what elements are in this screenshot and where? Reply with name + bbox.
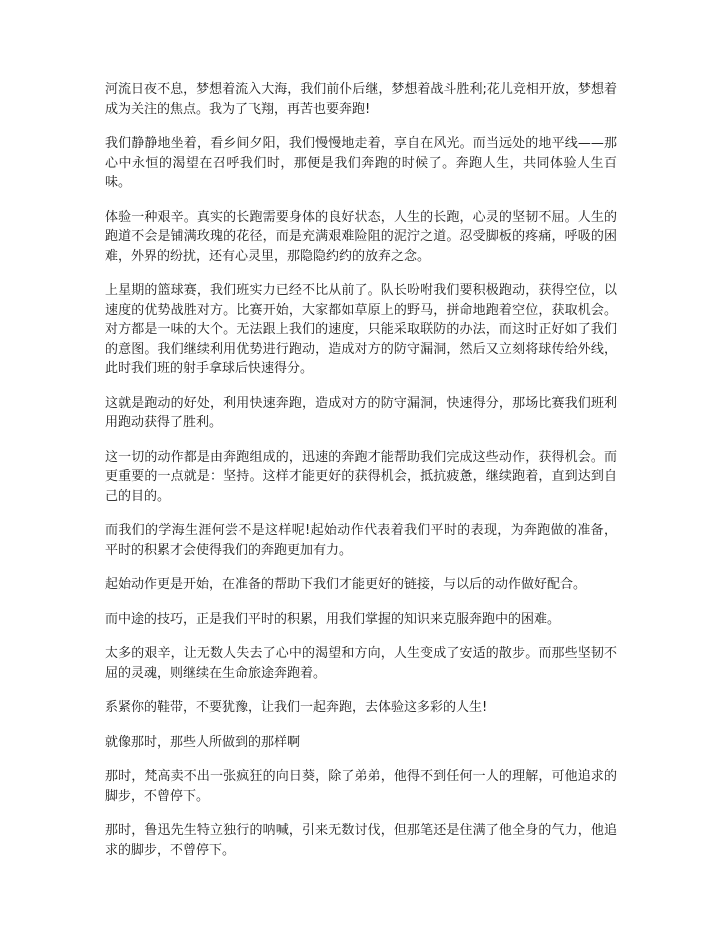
paragraph-1: 河流日夜不息，梦想着流入大海，我们前仆后继，梦想着战斗胜利;花儿竞相开放，梦想着成为关注的焦点。我为了飞翔，再苦也要奔跑! (105, 82, 617, 117)
paragraph-3: 体验一种艰辛。真实的长跑需要身体的良好状态，人生的长跑，心灵的坚韧不屈。人生的跑道不会是铺满玫瑰的花径，而是充满艰难险阻的泥泞之道。忍受脚板的疼痛，呼吸的困难，外界的纷扰，还有心灵里，那隐隐约约的放弃之念。 (105, 209, 617, 264)
paragraph-4: 上星期的篮球赛，我们班实力已经不比从前了。队长吩咐我们要积极跑动，获得空位，以速度的优势战胜对方。比赛开始，大家都如草原上的野马，拼命地跑着空位，获取机会。对方都是一味的大个。无法跟上我们的速度，只能采取联防的办法，而这时正好如了我们的意图。我们继续利用优势进行跑动，造成对方的防守漏洞，然后又立刻将球传给外线，此时我们班的射手拿球后快速得分。 (105, 283, 617, 376)
paragraph-13: 那时，梵高卖不出一张疯狂的向日葵，除了弟弟，他得不到任何一人的理解，可他追求的脚步，不曾停下。 (105, 769, 617, 804)
document-body (105, 80, 617, 875)
paragraph-2: 我们静静地坐着，看乡间夕阳，我们慢慢地走着，享自在风光。而当远处的地平线——那心中永恒的渴望在召呼我们时，那便是我们奔跑的时候了。奔跑人生，共同体验人生百味。 (105, 136, 617, 190)
paragraph-11: 系紧你的鞋带，不要犹豫，让我们一起奔跑，去体验这多彩的人生! (105, 700, 488, 715)
paragraph-9: 而中途的技巧，正是我们平时的积累，用我们掌握的知识来克服奔跑中的困难。 (105, 611, 561, 627)
paragraph-7: 而我们的学海生涯何尝不是这样呢!起始动作代表着我们平时的表现，为奔跑做的准备，平时的积累才会使得我们的奔跑更加有力。 (105, 523, 617, 558)
paragraph-10: 太多的艰辛，让无数人失去了心中的渴望和方向，人生变成了安适的散步。而那些坚韧不屈的灵魂，则继续在生命旅途奔跑着。 (105, 646, 617, 681)
paragraph-8: 起始动作更是开始，在准备的帮助下我们才能更好的链接，与以后的动作做好配合。 (105, 577, 587, 592)
paragraph-5: 这就是跑动的好处，利用快速奔跑，造成对方的防守漏洞，快速得分，那场比赛我们班利用跑动获得了胜利。 (105, 395, 617, 430)
paragraph-6: 这一切的动作都是由奔跑组成的，迅速的奔跑才能帮助我们完成这些动作，获得机会。而更重要的一点就是：坚持。这样才能更好的获得机会，抵抗疲惫，继续跑着，直到达到自己的目的。 (105, 449, 617, 504)
paragraph-14: 那时，鲁迅先生特立独行的呐喊，引来无数讨伐，但那笔还是住满了他全身的气力，他追求的脚步，不曾停下。 (105, 823, 617, 858)
paragraph-12: 就像那时，那些人所做到的那样啊 (105, 734, 301, 750)
